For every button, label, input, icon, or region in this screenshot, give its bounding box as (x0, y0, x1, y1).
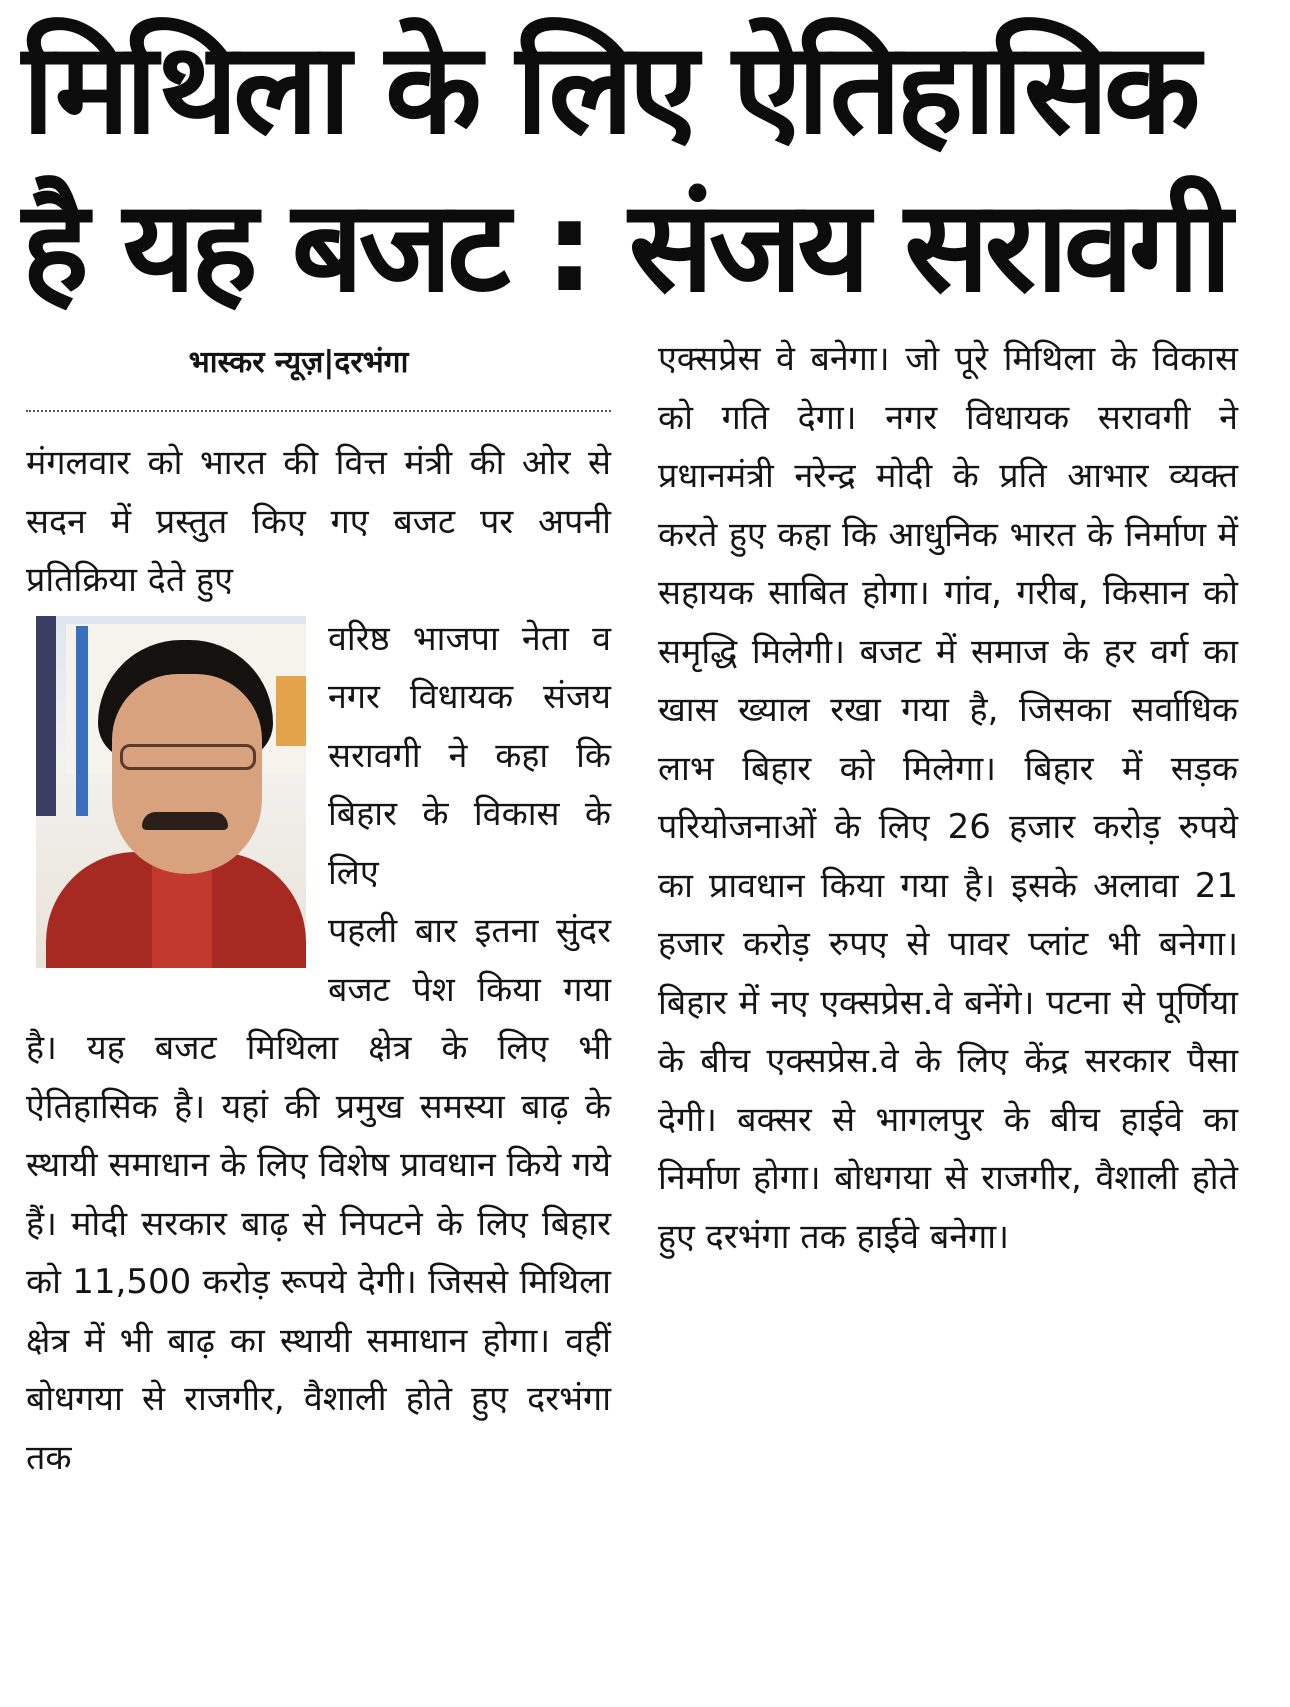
beside-photo-text: वरिष्ठ भाजपा नेता व नगर विधायक संजय सरावगी ने कहा कि बिहार के विकास के लिए (328, 618, 611, 893)
right-column (658, 330, 1238, 1266)
sanjay-saraogi-photo (36, 616, 306, 968)
headline-line-1: मिथिला के लिए ऐतिहासिक (22, 15, 1196, 162)
after-photo-text: पहली बार इतना सुंदर बजट पेश किया गया है। यह बजट मिथिला क्षेत्र के लिए भी ऐतिहासिक है। यहां की प्रमुख समस्या बाढ़ के स्थायी समाधान के लिए विशेष प्रावधान किये गये हैं। मोदी सरकार बाढ़ से निपटने के लिए बिहार को 11,500 करोड़ रूपये देगी। जिससे मिथिला क्षेत्र में भी बाढ़ का स्थायी समाधान होगा। वहीं बोधगया से राजगीर, वैशाली होते हुए दरभंगा तक (26, 911, 611, 1478)
headline (22, 10, 1272, 326)
dateline: भास्कर न्यूज़|दरभंगा (188, 345, 409, 380)
right-column-text: एक्सप्रेस वे बनेगा। जो पूरे मिथिला के विकास को गति देगा। नगर विधायक सरावगी ने प्रधानमंत्री नरेन्द्र मोदी के प्रति आभार व्यक्त करते हुए कहा कि आधुनिक भारत के निर्माण में सहायक साबित होगा। गांव, गरीब, किसान को समृद्धि मिलेगी। बजट में समाज के हर वर्ग का खास ख्याल रखा गया है, जिसका सर्वाधिक लाभ बिहार को मिलेगा। बिहार में सड़क परियोजनाओं के लिए 26 हजार करोड़ रुपये का प्रावधान किया गया है। इसके अलावा 21 हजार करोड़ रुपए से पावर प्लांट भी बनेगा। बिहार में नए एक्सप्रेस.वे बनेंगे। पटना से पूर्णिया के बीच एक्सप्रेस.वे के लिए केंद्र सरकार पैसा देगी। बक्सर से भागलपुर के बीच हाईवे का निर्माण होगा। बोधगया से राजगीर, वैशाली होते हुए दरभंगा तक हाईवे बनेगा। (658, 339, 1238, 1257)
intro-paragraph: मंगलवार को भारत की वित्त मंत्री की ओर से सदन में प्रस्तुत किए गए बजट पर अपनी प्रतिक्रिया देते हुए (26, 443, 611, 600)
headline-line-2: है यह बजट : संजय सरावगी (22, 173, 1228, 320)
left-column (26, 338, 611, 1487)
dotted-divider (26, 410, 611, 412)
